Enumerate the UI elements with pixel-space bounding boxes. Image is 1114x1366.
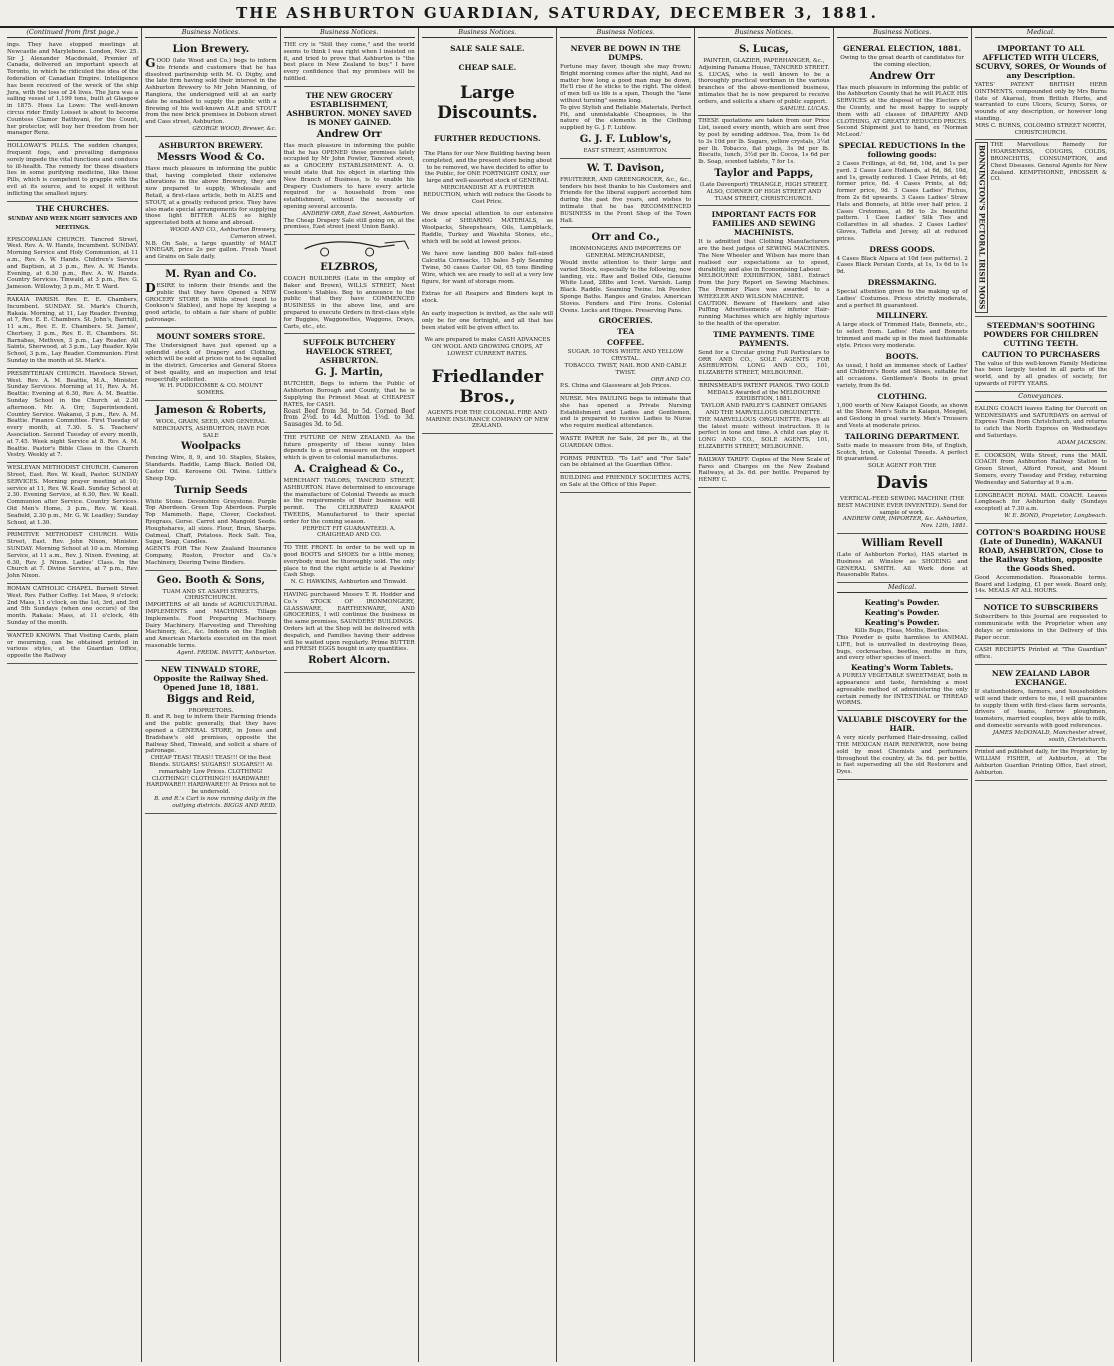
turnip-heading: Turnip Seeds [174, 484, 248, 496]
cheap-sale-heading: CHEAP SALE. [458, 63, 517, 72]
column-head: Business Notices. [284, 28, 415, 38]
ad-note: Orders left at the Shop will be delivered with despatch, and Families having their address will be waited upon regularly. Prime BUTTER and FRESH EGGS bought in any quantities. [283, 626, 415, 653]
lublow-ad [560, 40, 691, 159]
ad-body: MERCHANT TAILORS, TANCRED STREET, ASHBURTON. Have determined to encourage the manufacture of Colonial Tweeds as much as the requirements of their business will permit. The CELEBRATED KAIAPOI TWEEDS, Manufactured to their special order for the coming season. [283, 478, 415, 525]
column-business-7 [834, 28, 972, 1362]
ad-signature: ORR AND CO. [650, 376, 692, 383]
ad-body: Would invite attention to their large and varied Stock, especially to the following, now landing, viz.: Raw and Boiled Oils, Genuine White Lead, 28lbs and 1cwt. Varnish. Lamp Black. Raddle. Seaming Twine. Ink Powder. Sponge Baths. Ranges and Grates. American Stoves. Fenders and Fire Irons. Colonial Ovens. Locks and Hinges. Preserving Pans. [560, 259, 692, 314]
tea-heading: TEA [617, 327, 635, 337]
plans-text: The Plans for our New Building having been completed, and the present store being about to be removed, we have decided to offer to the Public, for ONE FORTNIGHT ONLY, our large and well-assorted stock of GENERAL MERCHANDISE AT A FURTHER REDUCTION, which will reduce the Goods to Cost Price. [422, 151, 553, 205]
carriage-illustration [284, 237, 415, 257]
column-news-churches [4, 28, 142, 1362]
price-list: Roast Beef from 3d. to 5d. Corned Beef from 2½d. to 4d. Mutton 1½d. to 3d. Sausages 3d. to 5d. [283, 407, 415, 429]
andrew-orr-drapery-ad [837, 40, 968, 534]
ad-title: IMPORTANT TO ALL AFFLICTED WITH ULCERS, SCURVY, SORES, Or Wounds of any Description. [975, 44, 1107, 80]
bonnington-vertical-label: BONNINGTON'S PECTORAL IRISH MOSS [975, 142, 988, 312]
catholic-listing: ROMAN CATHOLIC CHAPEL. Burnett Street West. Rev. Father Coffey. 1st Mass, 9 o'clock; 2nd Mass, 11 o'clock, on the 1st, 3rd, and 3rd and 5th Sundays (when one occurs) of the month. Rakaia: Mass, at 11 o'clock, 4th Sunday of the month. [7, 584, 138, 631]
subscribers-notice [975, 599, 1107, 645]
forms-notice: FORMS PRINTED. "To Let" and "For Sale" can be obtained at the Guardian Office. [560, 454, 691, 474]
ad-title: STEEDMAN'S SOOTHING POWDERS FOR CHILDREN CUTTING TEETH. [983, 320, 1099, 348]
election-text: Owing to the great dearth of candidates for the coming election, [840, 55, 965, 68]
tobacco-text: TOBACCO. TWIST, NAIL ROD AND CABLE TWIST. [564, 362, 687, 376]
ad-title: Taylor and Papps, [714, 167, 814, 179]
column-head: (Continued from first page.) [7, 28, 138, 38]
time-payments-heading: TIME PAYMENTS. TIME PAYMENTS. [713, 329, 815, 348]
ad-note: N.B. On Sale, a large quantity of MALT VINEGAR, price 2s per gallon. Fresh Yeast and Grains on Sale daily. [145, 240, 277, 261]
bonnington-ad [975, 140, 1107, 316]
special-list: 2 Cases Frillings, at 6d, 6d, 10d, and 1s per yard. 2 Cases Lace Hollands, at 6d, 8d, 10d, and 1s, greatly reduced. 1 Case Prints, at 4d; former price, 6d. 4 Cases Prints, at 6d; former price, 9d. 3 Cases Ladies' Fichus, from 2s 6d upwards. 3 Cases Ladies' Straw Hats and Bonnets, at little over half price. 2 Cases Cretonnes, at 8d to 2s beautiful pattern. 1 Case Ladies' Silk Ties and Collarettes in all shades. 2 Cases Ladies' Gloves, Taffeta and Jersey, all at reduced prices. [836, 160, 968, 242]
ad-signature: N. C. HAWKINS, Ashburton and Tinwald. [290, 579, 408, 586]
shearing-text: We draw special attention to our extensive stock of SHEARING MATERIALS, as Woolpacks, Sheepshears, Oils, Lampblack, Raddle, Turkey and Washita Stones, etc., which will be sold at lowest prices. [421, 211, 553, 245]
revell-ad [837, 534, 968, 583]
mount-somers-ad [145, 328, 276, 401]
election-heading: GENERAL ELECTION, 1881. [843, 44, 962, 53]
lion-brewery-ad [145, 40, 276, 137]
exhibition-text: MELBOURNE EXHIBITION, 1881. Extract from the Jury Report on Sewing Machines. The Premier Place was awarded to a WHEELER AND WILSON MACHINE. [698, 273, 830, 300]
friedlander-title: Friedlander Bros., [431, 366, 544, 407]
ad-signature: W. H. PUDDICOMBE & CO. MOUNT SOMERS. [159, 383, 263, 397]
boots-text: As usual, I hold an immense stock of Ladies' and Children's Boots and Shoes, suitable for all occasions. Gentlemen's Boots in great variety, from 8s 6d. [836, 362, 968, 389]
medical-head: Medical. [837, 583, 968, 593]
ad-body: To give Stylish and Reliable Materials, Perfect Fit, and unmistakable Cheapness, is the nature of the elements in the Clothing supplied by G. J. F. Lublow. [560, 104, 692, 132]
dressmaking-text: Special attention given to the making up of Ladies' Costumes. Prices strictly moderate, and a perfect fit guaranteed. [836, 288, 968, 309]
ad-title: MOUNT SOMERS STORE. [156, 331, 266, 341]
taylor-papps-ad [698, 116, 829, 206]
ad-body: Has much pleasure in informing the public of the Ashburton County that he will PLACE HIS SERVICES at the disposal of the Electors of the County, and he most happy to supply them with all classes of DRAPERY AND CLOTHING, AT GREATLY REDUCED PRICES. Second Shipment just to hand, ex 'Norman McLeod.' [836, 84, 968, 139]
ad-title: A. Craighead & Co., [294, 464, 404, 476]
column-head: Business Notices. [698, 28, 829, 38]
friedlander-sale-ad [422, 40, 553, 434]
keating-line: Keating's Powder. [864, 598, 940, 608]
cotton-boarding-ad [975, 524, 1107, 599]
coffee-heading: COFFEE. [607, 338, 645, 348]
ad-subtitle: THE NEW GROCERY ESTABLISHMENT, ASHBURTON. MONEY SAVED IS MONEY GAINED. [286, 90, 412, 127]
lucas-ad [698, 40, 829, 116]
notice-body: Subscribers to this Journal are requested to communicate with the Proprietor when any delays or omissions in the Delivery of this Paper occur. [974, 614, 1107, 641]
ad-body: S. LUCAS, who is well known to be a thoroughly practical workman in the various branches of the above-mentioned business, intimates that he is now prepared to receive orders, and solicits a share of public support. [698, 71, 830, 105]
ad-subtitle: PROPRIETORS. [188, 707, 234, 714]
reductions-heading: FURTHER REDUCTIONS. [434, 134, 541, 143]
yates-ointment-ad [975, 40, 1107, 140]
building-acts-notice: BUILDING and FRIENDLY SOCIETIES ACTS, on Sale at the Office of this Paper. [560, 473, 691, 493]
ryan-ad [145, 265, 276, 328]
ad-subtitle: (Late Davenport) TRIANGLE, HIGH STREET, ALSO, CORNER OF HIGH STREET AND TUAM STREET, CHRISTCHURCH. [699, 181, 828, 202]
ad-subtitle: TUAM AND ST. ASAPH STREETS, CHRISTCHURCH. [162, 588, 260, 602]
clothing-heading: CLOTHING. [877, 391, 927, 401]
turnip-list: White Stone. Devonshire Greystone. Purple Top Aberdeen. Green Top Aberdeen. Purple Top Mammoth. Rape, Clover, Cocksfoot. Ryegrass, Gorse. Carrot and Mangold Seeds. Ploughshares, all sizes. Flour, Bran, Sharps. Oatmeal, Chaff, Potatoes. Rock Salt. Tea, Sugar, Soap, Candles. [145, 498, 277, 546]
column-business-5 [557, 28, 695, 1362]
davis-subtitle: VERTICAL-FEED SEWING MACHINE (THE BEST MACHINE EVER INVENTED). Send for sample of work. [837, 496, 968, 516]
ad-body: THE Marvellous Remedy for HOARSENESS, COUGHS, COLDS, BRONCHITIS, CONSUMPTION, and Chest Diseases. General Agents for New Zealand. KEMPTHORNE, PROSSER & CO. [990, 142, 1107, 183]
ad-body: YATES' PATENT BRITISH HERB OINTMENTS, compounded only by Mrs Burns (late of Akaroa), from British Herbs, and warranted to cure Ulcers, Scurvy, Sores, or wounds of any description, or however long standing. [974, 82, 1107, 122]
sale-heading: SALE SALE SALE. [450, 44, 525, 53]
poem-body: Fortune may favor, though she may frown; Bright morning comes after the night, And no matter how long a good man may be down, He'll rise if he sticks to the right. The oldest of men tell us life is a span, Though the "lane without turning" seems long. [560, 64, 692, 104]
ad-body: B. and R. beg to inform their Farming friends and the public generally, that they have opened a GENERAL STORE, in Jones and Bradshaw's old premises, opposite the Railway Shed, Tinwald, and solicit a share of patronage. [145, 714, 277, 755]
column-business-2 [142, 28, 280, 1362]
column-head: Business Notices. [837, 28, 968, 38]
ad-address: Adjoining Panama House, TANCRED STREET. [698, 64, 830, 71]
ad-note: P.S. China and Glassware at Job Prices. [560, 383, 672, 390]
ad-title: ELZBROS, [320, 261, 379, 273]
ad-title: G. J. Martin, [315, 367, 384, 379]
ad-body: IMPORTERS of all kinds of AGRICULTURAL IMPLEMENTS and MACHINES. Tillage Implements. Food Preparing Machinery. Dairy Machinery. Harvesting and Threshing Machinery, &c., &c. Indents on the English and American Markets executed on the most reasonable terms. [145, 602, 277, 649]
ad-title: IMPORTANT FACTS FOR FAMILIES AND SEWING MACHINISTS. [711, 210, 817, 238]
davis-pre: SOLE AGENT FOR THE [868, 463, 937, 470]
ad-signature: PERFECT FIT GUARANTEED. A. CRAIGHEAD AND CO. [302, 525, 396, 539]
ad-signature: ANDREW ORR, East Street, Ashburton. [302, 210, 415, 217]
ad-body: If stationholders, farmers, and householders will send their orders to me, I will guarantee to supply them with first-class farm servants, drivers of teams, furrow ploughmen, teamsters, married couples, boys able to milk, and domestic servants with good references. [974, 688, 1107, 729]
ad-intro: THE FUTURE OF NEW ZEALAND. As the future prosperity of these sunny Isles depends to a great measure on the support which is given to colonial manufactures. [283, 434, 415, 462]
column-head: Business Notices. [560, 28, 691, 38]
rakaia-listing: RAKAIA PARISH. Rev. E. E. Chambers, Incumbent. SUNDAY. St. Mark's Church, Rakaia. Morning, at 11, Lay Reader. Evening, at 7, Rev. E. E. Chambers. St. John's, Barrhill, 11 a.m., Rev. E. E. Chambers. St. James', Chertsey, 3 p.m., Rev. E. E. Chambers. St. Barnabas, Methven, 3 p.m., Lay Reader. All Saints, Sherwood, at 3 p.m., Lay Reader. Kyle School, 3 p.m., Lay Reader. Communion. First Sunday in the month at St. Mark's. [7, 295, 138, 369]
news-paragraph: ings. They have stopped meetings at Newcastle and Marylebone. London, Nov. 25. Sir J. Alexander Macdonald, Premier of Canada, delivered an important speech at Toronto, in which he ridiculed the idea of the federation of Canadian Empire. Intelligence has been received of the wreck of the ship Jura, with the loss of 24 lives. The Jura was a sailing vessel of 1,199 tons, built at Glasgow in 1875. Hoes La Lowe: The well-known circus rider Emily Loisset is about to become Countess Clamor Batthyani, for the Count, her protector, will buy her freedom from her manager Renz. [7, 40, 138, 141]
ad-title: VALUABLE DISCOVERY for the HAIR. [837, 715, 968, 734]
column-head: Business Notices. [145, 28, 276, 38]
millinery-text: A large stock of Trimmed Hats, Bonnets, etc., to select from. Ladies' Hats and Bonnets trimmed and made up in the most fashionable style. Prices very moderate. [836, 322, 968, 349]
ad-note: The Cheap Drapery Sale still going on, at the premises, East street (next Union Bank). [283, 217, 415, 231]
ad-signature: ADAM JACKSON. [1057, 439, 1107, 446]
worm-line: Keating's Worm Tablets. [850, 663, 954, 673]
brinsmead-text: BRINSMEAD'S PATENT PIANOS. TWO GOLD MEDALS Awarded at the MELBOURNE EXHIBITION, 1881. [699, 382, 829, 403]
ad-title: Geo. Booth & Sons, [156, 574, 266, 586]
column-medical [972, 28, 1110, 1362]
special-heading: SPECIAL REDUCTIONS In the following goods: [838, 140, 966, 159]
sugar-text: SUGAR. 10 TONS WHITE AND YELLOW CRYSTAL. [567, 349, 684, 363]
ad-title: William Revell [861, 538, 943, 550]
ad-body: BUTCHER, Begs to inform the Public of Ashburton Borough and County, that he is Supplying the Primest Meat at CHEAPEST RATES, for CASH. [283, 381, 415, 408]
ad-signature: MRS C. BURNS, COLOMBO STREET NORTH, CHRISTCHURCH. [975, 122, 1107, 136]
tinwald-heading: NEW TINWALD STORE, Opposite the Railway Shed. Opened June 18, 1881. [153, 664, 269, 692]
martin-butcher-ad [284, 334, 415, 433]
alcorn-ad [284, 590, 415, 673]
ad-signature: W. E. BOND, Proprietor, Longbeach. [1004, 513, 1107, 520]
agents-text: AGENTS FOR The New Zealand Insurance Company, Ruston, Proctor and Co.'s Machinery, Deering Twine Binders. [145, 546, 277, 566]
ad-subtitle: ASHBURTON BREWERY. [158, 140, 264, 150]
davis-title: Davis [876, 473, 928, 494]
churches-title: THE CHURCHES. [35, 203, 110, 213]
ad-body: Has much pleasure in informing the public that he has OPENED those premises lately occupied by Mr John Fowler, Tancred street, as a GROCERY ESTABLISHMENT. A. O. would state that his object in starting this New Branch of Business, is to enable his Drapery Customers to have every article required for a household from one establishment, without the necessity of opening several accounts. [283, 142, 415, 210]
cookson-coach-ad: E. COOKSON, Wills Street, runs the MAIL COACH from Ashburton Railway Station to Green Street, Alford Forest, and Mount Somers, every Tuesday and Friday, returning Wednesday and Saturday at 9 a.m. [975, 451, 1107, 491]
ad-body: (Late of Ashburton Forks), HAS started in Business at Winslow as SHOEING and GENERAL SMITH. All Work done at Reasonable Rates. [836, 552, 968, 579]
ad-signature: B. and R.'s Cart is now running daily in the outlying districts. BIGGS AND REID. [154, 795, 277, 809]
woolpacks-list: Fencing Wire, 8, 9, and 10. Staples, Stakes, Standards. Raddle, Lamp Black. Boiled Oil, Castor Oil. Kerosene Oil. Twine. Little's Sheep Dip. [145, 455, 277, 482]
steedman-ad [975, 317, 1107, 392]
nurse-notice: NURSE. Mrs PAULING begs to intimate that she has opened a Private Nursing Establishment and Ladies and Gentlemen, and is prepared to receive Ladies to Nurse who require medical attendance. [560, 394, 691, 434]
groceries-heading: GROCERIES. [598, 316, 653, 326]
ad-body: EALING COACH leaves Ealing for Ourcott on WEDNESDAYS and SATURDAYS on arrival of Express Train from Christchurch, and returns to catch the North Express on Wednesdays and Saturdays. [974, 405, 1107, 440]
presbyterian-listing: PRESBYTERIAN CHURCH. Havelock Street, West. Rev. A. M. Beattie, M.A., Minister. Sunday Services. Morning at 11, Rev. A. M. Beattie; Evening at 6.30, Rev. A. M. Beattie. Sunday School in the Church at 2.30 afternoon. Mr. A. Orr, Superintendent. Country Service. Wakanui, 3 p.m., Rev. A. M. Beattie. Finance Committee. First Tuesday of every month, at 7.30. S. S. Teachers' Association. Second Tuesday of every month, at 7.45. Week night Service at 8. Rev. A. M. Beattie. Pastor's Bible Class in the Church Vestry. Weekly at 7. [7, 369, 138, 463]
keating-ad [837, 595, 968, 711]
tailoring-text: Suits made to measure from 84s, of English, Scotch, Irish, or Colonial Tweeds. A perfect fit guaranteed. [836, 442, 968, 463]
andrew-orr-grocery-ad [284, 87, 415, 235]
ad-address: EAST STREET, ASHBURTON. [583, 147, 668, 154]
orguinette-text: THE MARVELLOUS ORGUINETTE. Plays all the latest music without instruction. It is perfect in tone and time. A child can play it. LONG AND CO., SOLE AGENTS, 101, ELIZABETH STREET, MELBOURNE. [698, 416, 830, 451]
keating-body: This Powder is quite harmless to ANIMAL LIFE, but is unrivalled in destroying fleas, bugs, cockroaches, beetles, moths in furs, and every other species of insect. [836, 635, 968, 662]
inspection-text: An early inspection is invited, as the sale will only be for one fortnight, and all that has been stated will be given effect to. [421, 310, 553, 331]
ad-title: S. Lucas, [738, 44, 789, 55]
still-they-come-ad: THE cry is "Still they come," and the world seems to think I was right when I insisted on it, and tried to prove that Ashburton is "the best place in New Zealand to buy." I have every confidence that my promises will be fulfilled. [284, 40, 415, 87]
reapers-text: Extras for all Reapers and Binders kept in stock. [421, 291, 553, 305]
primitive-listing: PRIMITIVE METHODIST CHURCH. Wills Street, East. Rev. John Nixon, Minister. SUNDAY. Morning School at 10 a.m. Morning Service, at 11 a.m., Rev. J. Nixon. Evening, at 6.30, Rev. J. Nixon. Ladies' Class. In the Church at 7. Divine Service, at 7 p.m., Rev. John Nixon. [7, 530, 138, 584]
ad-body: LONGBEACH ROYAL MAIL COACH. Leaves Longbeach for Ashburton daily (Sundays excepted) at 7.30 a.m. [974, 492, 1107, 513]
ad-body: The value of this well-known Family Medicine has been largely tested in all parts of the world, and by all grades of society, for upwards of FIFTY YEARS. [974, 360, 1107, 388]
ad-title: Messrs Wood & Co. [157, 151, 265, 163]
millinery-heading: MILLINERY. [876, 311, 928, 321]
clothing-text: 1,000 worth of New Kaiapoi Goods, as shown at the Show. Men's Suits in Kaiapoi, Mosgiel, and Geelong in great variety. Men's Trousers and Vests at moderate prices. [836, 402, 968, 430]
ad-body: DESIRE to inform their friends and the public that they have Opened a NEW GROCERY STORE in Wills street (next to Cookson's Stables), and hope by keeping a good article, to obtain a fair share of public patronage. [145, 280, 277, 323]
ad-body: A very nicely perfumed Hair-dressing, called THE MEXICAN HAIR RENEWER, now being sold by most Chemists and perfumers throughout the country, at 3s. 6d. per bottle, is fast superseding all the old Restorers and Dyes. [836, 735, 968, 776]
ad-subtitle: WOOL, GRAIN, SEED, AND GENERAL MERCHANTS, ASHBURTON, HAVE FOR SALE [152, 419, 270, 439]
tailoring-heading: TAILORING DEPARTMENT. [844, 431, 960, 441]
price-list: THESE quotations are taken from our Price List, issued every month, which are sent free by post by sending address. Tea, from 1s 6d to 3s 10d per lb. Sugars, yellow crystals, 3¼d per lb. Tobacco, flat plugs, 3s 9d per lb. Biscuits, lunch, 3½d per lb. Cocoa, 1s 6d per lb. Soap, scented tablets, 7 for 1s. [698, 118, 830, 166]
ad-signature: GEORGE WOOD, Brewer, &c. [192, 125, 277, 132]
column-business-4 [419, 28, 557, 1362]
booth-ad [145, 571, 276, 661]
ad-subtitle: IRONMONGERS AND IMPORTERS OF GENERAL MERCHANDISE, [570, 246, 682, 260]
ad-body: It is admitted that Clothing Manufacturers are the best judges of SEWING MACHINES. The New Wheeler and Wilson has more than realised our expectations as to speed, durability, and also in Economising Labour. [698, 239, 830, 273]
ad-title: Lion Brewery. [172, 44, 250, 55]
notice-title: NOTICE TO SUBSCRIBERS [983, 603, 1099, 613]
dress-heading: DRESS GOODS. [869, 244, 935, 254]
longbeach-coach-ad [975, 491, 1107, 524]
ad-body: COACH BUILDERS (Late in the employ of Baker and Brown), WILLS STREET, Next Cookson's Stables. Beg to announce to the public that they have COMMENCED BUSINESS in the above line, and are prepared to execute Orders in first-class style for Buggies, Waggonettes, Waggons, Drays, Carts, etc., etc. [283, 275, 415, 330]
elzbros-ad [284, 235, 415, 334]
kills-text: Kills Bugs, Fleas, Moths, Beetles. [854, 628, 950, 635]
wanted-notice: WANTED KNOWN. That Visiting Cards, plain or mourning, can be obtained printed in various styles, at the Guardian Office, opposite the Railway [7, 631, 138, 664]
ad-body: Have much pleasure in informing the public that, having completed their extensive alterations in the above Brewery, they are now prepared to supply, Wholesale and Retail, a first-class article, both in ALES and STOUT, at a greatly reduced price. They have also made special arrangements for supplying those light BITTER ALES so highly appreciated both at home and abroad. [145, 165, 277, 227]
davison-ad [560, 159, 691, 229]
printer-imprint: Printed and published daily, for the Proprietor, by WILLIAM FISHER, of Ashburton, at The Ashburton Guardian Printing Office, East street, Ashburton. [975, 747, 1107, 780]
orr-co-ad [560, 228, 691, 394]
column-head: Medical. [975, 28, 1107, 38]
ad-title: COTTON'S BOARDING HOUSE (Late of Dunedin), WAKANUI ROAD, ASHBURTON, Close to the Railway Station, opposite the Goods Shed. [976, 527, 1106, 573]
landing-text: We have now landing 800 bales full-sized Calcutta Cornsacks, 15 bales 5-ply Seaming Twine, 50 cases Castor Oil, 65 tons Binding Wire, which we are ready to sell at a very low figure, for want of storage room. [421, 251, 553, 285]
ad-signature: Agent. FREDK. PAVITT, Ashburton. [176, 649, 277, 656]
woolpacks-heading: Woolpacks [181, 441, 241, 453]
ad-signature: ANDREW ORR, IMPORTER, &c. Ashburton, Nov. 12th, 1881. [842, 516, 968, 530]
sewing-machine-ad [698, 206, 829, 381]
ad-signature: WOOD AND CO., Ashburton Brewery, Cameron street. [169, 226, 277, 240]
railway-tariff-notice: RAILWAY TARIFF. Copies of the New Scale of Fares and Charges on the New Zealand Railways, at 3s. 6d. per bottle. Prepared by HENRY C. [698, 455, 829, 488]
services-title: SUNDAY AND WEEK NIGHT SERVICES AND MEETINGS. [8, 215, 138, 231]
ad-body: TO THE FRONT. In order to be well up in good BOOTS and SHOES for a little money, everybody must be thoroughly sold. The only place to find the right article is at Pawkins' Cash Shop. [283, 545, 415, 579]
hawkins-ad [284, 543, 415, 590]
column-business-6 [695, 28, 833, 1362]
keating-line: Keating's Powder. [864, 608, 940, 618]
time-payments-text: Send for a Circular giving Full Particulars to ORR AND CO., SOLE AGENTS FOR ASHBURTON. LONG AND CO., 101, ELIZABETH STREET, MELBOURNE. [698, 349, 830, 377]
poem-title: NEVER BE DOWN IN THE DUMPS. [570, 44, 681, 62]
holloway-notice: HOLLOWAY'S PILLS. The sudden changes, frequent fogs, and prevailing dampness sorely impede the vital functions and conduce to ill-health. The remedy for these disasters lies in some purifying medicine, like these Pills, which is competent to grapple with the evil at its source, and to expel it without inflicting the smallest injury. [7, 141, 138, 201]
ad-title: NEW ZEALAND LABOR EXCHANGE. [991, 668, 1090, 687]
ad-title: Andrew Orr [869, 70, 935, 82]
dress-text: 4 Cases Black Alpaca at 10d (see patterns). 2 Cases Black Persian Cords, at 1s, 1s 6d to 1s 9d. [836, 255, 968, 276]
ad-body: GOOD (late Wood and Co.) begs to inform his friends and customers that he has dissolved partnership with M. O. Digby, and the late firm having sold their interest in the Ashburton Brewery to Mr John Manning, of Rangiora, the undersigned will at an early date be enabled to supply the public with a Brewing of his well-known ALE and STOUT from the new brick premises in Dobson street and Cass street, Ashburton. [145, 56, 277, 126]
column-head: Business Notices. [422, 28, 553, 38]
cash-receipts-notice: CASH RECEIPTS Printed at "The Guardian" office. [975, 645, 1107, 665]
advances-text: We are prepared to make CASH ADVANCES ON WOOL AND GROWING CROPS, AT LOWEST CURRENT RATES. [424, 337, 551, 357]
ealing-coach-ad [975, 404, 1107, 451]
ad-title: Orr and Co., [591, 232, 660, 244]
caution-heading: CAUTION TO PURCHASERS [981, 349, 1100, 359]
wesleyan-listing: WESLEYAN METHODIST CHURCH. Cameron Street, East. Rev. W. Keall, Pastor. SUNDAY SERVICES. Morning prayer meeting at 10; service at 11, Rev. W. Keall. Sunday School at 2.30. Evening Service, at 6.30, Rev. W. Keall. Communion after Service. Country Services. Old Men's Home, 3 p.m., Rev. W. Keall. Seafield, 2.30 p.m., Mr. G. W. Leadley; Sunday School, at 1.30. [7, 463, 138, 530]
ad-signature: Robert Alcorn. [308, 655, 391, 667]
ad-signature: JAMES McDONALD, Manchester street, south, Christchurch. [992, 729, 1107, 743]
ad-title: W. T. Davison, [586, 162, 665, 174]
ad-title: Biggs and Reid, [166, 693, 256, 705]
ad-subtitle: SUFFOLK BUTCHERY HAVELOCK STREET, ASHBURTON. [303, 338, 396, 366]
ad-body: Good Accommodation. Reasonable terms. Board and Lodging, £1 per week. Board only, 14s. MEALS AT ALL HOURS. [974, 574, 1107, 595]
dressmaking-heading: DRESSMAKING. [867, 277, 937, 287]
ad-subtitle: PAINTER, GLAZIER, PAPERHANGER, &c., [703, 58, 825, 64]
masthead: THE ASHBURTON GUARDIAN, SATURDAY, DECEMBER 3, 1881. [0, 0, 1114, 28]
ad-body: The Undersigned have just opened up a splendid stock of Drapery and Clothing, which will be sold at prices not to be equalled in the district. Groceries and General Stores of best quality, and an inspection and trial respectfully solicited. [145, 342, 277, 383]
boots-heading: BOOTS. [885, 351, 919, 361]
ad-title: G. J. F. Lublow's, [579, 133, 672, 145]
keating-line: Keating's Powder. [864, 618, 940, 628]
labor-exchange-ad [975, 665, 1107, 747]
episcopalian-listing: EPISCOPALIAN CHURCH. Tancred Street, West. Rev. A. W. Hands, Incumbent. SUNDAY. Morning Service and Holy Communion, at 11 a.m., Rev. A. W. Hands. Children's Service and Baptism, at 3 p.m., Rev. A. W. Hands. Evening, at 6.30 p.m., Rev. A. W. Hands. Country Services. Tinwald, at 3 p.m., Rev. G. Jameson. Willowby, 3 p.m., Mr. T. Ward. [7, 235, 138, 295]
organs-text: TAYLOR AND FARLEY'S CABINET ORGANS AND THE MARVELLOUS ORGUINETTE. [700, 403, 827, 417]
ad-body: FRUITERER, AND GREENGROCER, &c., &c., tenders his best thanks to his Customers and Friends for the liberal support accorded him during the past five years, and wishes to intimate that he has RECOMMENCED BUSINESS in the Front Shop of the Town Hall. [560, 176, 692, 224]
column-business-3 [281, 28, 419, 1362]
friedlander-body: AGENTS FOR THE COLONIAL FIRE AND MARINE INSURANCE COMPANY OF NEW ZEALAND. [425, 409, 549, 430]
ad-body: HAVING purchased Messrs T. R. Hodder and Co.'s STOCK OF IRONMONGERY, GLASSWARE, EARTHENWARE, AND GROCERIES, I will continue the business in the same premises, SAUNDERS' BUILDINGS. [283, 592, 415, 626]
ad-title: Jameson & Roberts, [155, 405, 267, 417]
hair-renewer-ad [837, 711, 968, 780]
biggs-reid-ad [145, 661, 276, 814]
ad-title: Andrew Orr [316, 128, 382, 140]
waste-paper-notice: WASTE PAPER for Sale, 2d per lb., at the GUARDIAN Office. [560, 434, 691, 454]
newspaper-columns [4, 28, 1110, 1362]
caution-text: CAUTION. Beware of Hawkers and also Puffing Advertisements of inferior Hair-running Machines which are highly injurious to the health of the operator. [698, 300, 830, 327]
jameson-roberts-ad [145, 401, 276, 571]
worm-body: A PURELY VEGETABLE SWEETMEAT, both in appearance and taste, furnishing a most agreeable method of administering the only certain remedy for INTESTINAL or THREAD WORMS. [836, 673, 968, 707]
craighead-ad [284, 433, 415, 543]
ad-offers: CHEAP TEAS! TEAS!! TEAS!!! Of the Best Blends. SUGARS! SUGARS!! SUGARS!!! At remarkably Low Prices. CLOTHING! CLOTHING!! CLOTHING!!! HARDWARE! HARDWARE!! HARDWARE!!! At Prices not to be undersold. [146, 755, 276, 796]
ad-signature: SAMUEL LUCAS. [779, 105, 830, 112]
pianos-ad [698, 381, 829, 455]
discounts-heading: Large Discounts. [437, 83, 538, 123]
ad-title: M. Ryan and Co. [165, 268, 257, 280]
wood-co-ad [145, 137, 276, 265]
conveyances-head: Conveyances. [975, 392, 1107, 402]
